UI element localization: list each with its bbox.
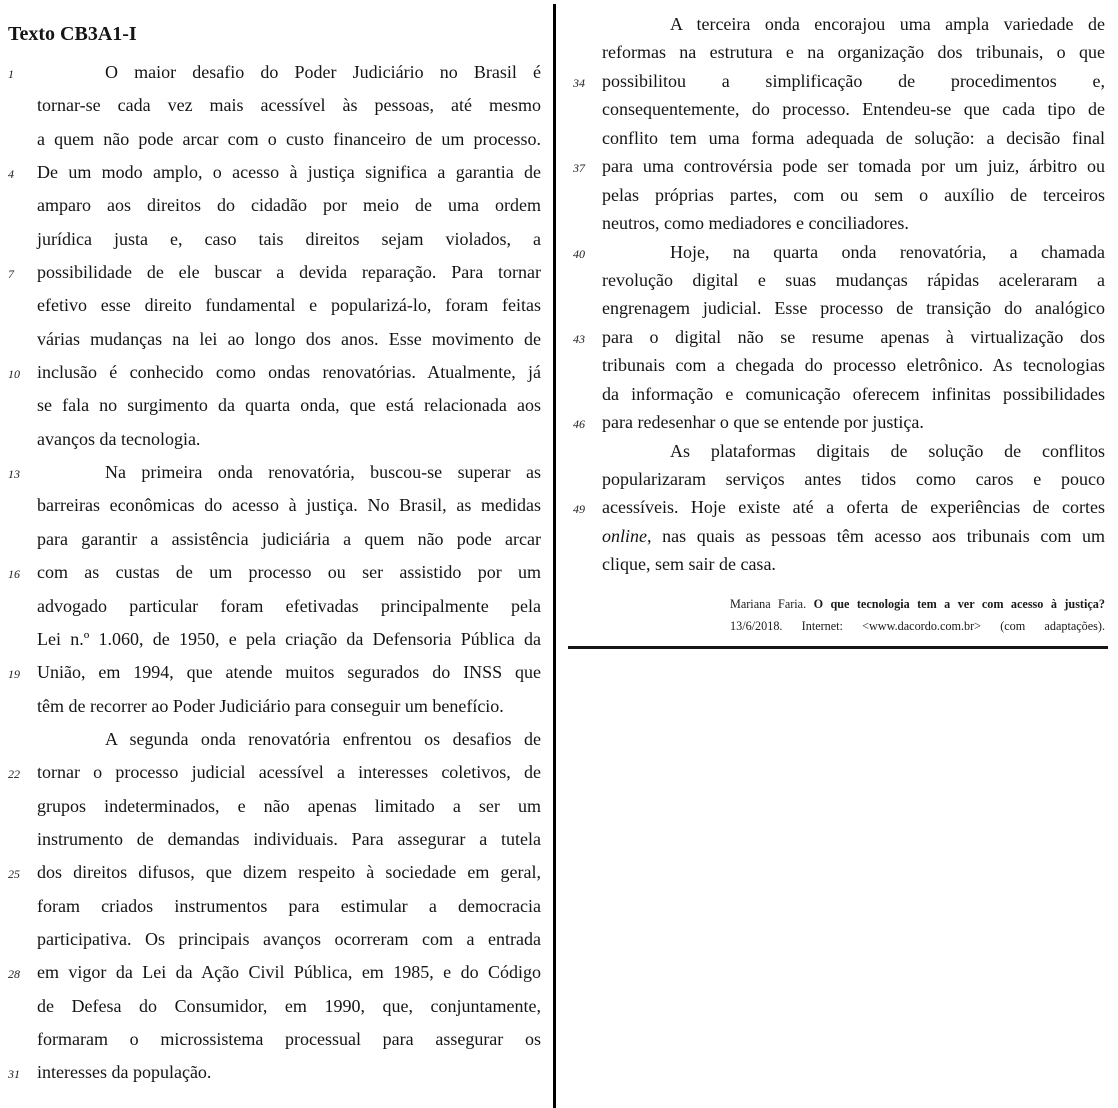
line-number: 25: [8, 867, 20, 882]
line-text: clique, sem sair de casa.: [602, 554, 776, 575]
line-text: revolução digital e suas mudanças rápidas aceleraram a: [602, 269, 1105, 290]
text-line: [8, 156, 541, 189]
line-text: engrenagem judicial. Esse processo de transição do analógico: [602, 298, 1105, 319]
line-text: reformas na estrutura e na organização dos tribunais, o que: [602, 42, 1105, 63]
text-line: [8, 1056, 541, 1089]
right-column: [573, 0, 1105, 637]
line-text: acessíveis. Hoje existe até a oferta de experiências de cortes: [602, 497, 1105, 518]
text-line: [8, 323, 541, 356]
line-text: da informação e comunicação oferecem infinitas possibilidades: [602, 383, 1105, 404]
text-line: [8, 256, 541, 289]
line-text: para o digital não se resume apenas à virtualização dos: [602, 326, 1105, 347]
line-text: inclusão é conhecido como ondas renovatórias. Atualmente, já: [37, 362, 541, 383]
text-line: [573, 465, 1105, 493]
line-text: de Defesa do Consumidor, em 1990, que, conjuntamente,: [37, 995, 541, 1016]
text-line: [8, 189, 541, 222]
line-text: [602, 522, 1105, 550]
text-line: [8, 723, 541, 756]
text-line: [573, 124, 1105, 152]
text-line: [8, 790, 541, 823]
line-text: amparo aos direitos do cidadão por meio de uma ordem: [37, 195, 541, 216]
text-line: [573, 181, 1105, 209]
column-divider: [553, 4, 556, 1108]
text-line: [8, 89, 541, 122]
left-column: [8, 0, 541, 1090]
text-line: [8, 656, 541, 689]
text-line: [573, 10, 1105, 38]
line-number: 1: [8, 67, 14, 81]
line-text: consequentemente, do processo. Entendeu-se que cada tipo de: [602, 99, 1105, 120]
attribution-line: [730, 615, 1105, 637]
text-line: [573, 408, 1105, 436]
text-segment: 13/6/2018. Internet: <www.dacordo.com.br> (com adaptações).: [730, 618, 1105, 633]
line-text: possibilidade de ele buscar a devida reparação. Para tornar: [37, 262, 541, 283]
line-text: A segunda onda renovatória enfrentou os desafios de: [105, 728, 541, 749]
line-text: avanços da tecnologia.: [37, 428, 201, 449]
line-text: efetivo esse direito fundamental e popularizá-lo, foram feitas: [37, 295, 541, 316]
line-number: 34: [573, 75, 585, 90]
line-text: O maior desafio do Poder Judiciário no Brasil é: [105, 62, 541, 82]
line-number: 31: [8, 1067, 20, 1082]
line-text: De um modo amplo, o acesso à justiça significa a garantia de: [37, 162, 541, 183]
document-heading: Texto CB3A1-I: [8, 23, 137, 45]
right-column-lines: [573, 0, 1105, 579]
line-text: para uma controvérsia pode ser tomada por um juiz, árbitro ou: [602, 156, 1105, 177]
text-line: [8, 623, 541, 656]
line-text: têm de recorrer ao Poder Judiciário para conseguir um benefício.: [37, 695, 504, 716]
text-segment: , nas quais as pessoas têm acesso aos tribunais com um: [647, 525, 1105, 546]
text-line: [8, 756, 541, 789]
line-text: para garantir a assistência judiciária a quem não pode arcar: [37, 528, 541, 549]
footer-rule: [568, 646, 1108, 649]
text-line: [573, 550, 1105, 578]
line-number: 4: [8, 167, 14, 182]
line-number: 28: [8, 967, 20, 982]
line-number: 40: [573, 246, 585, 261]
text-line: [573, 522, 1105, 550]
line-text: conflito tem uma forma adequada de solução: a decisão final: [602, 127, 1105, 148]
text-line: [8, 823, 541, 856]
text-line: [573, 323, 1105, 351]
line-number: 7: [8, 267, 14, 282]
line-text: tornar o processo judicial acessível a interesses coletivos, de: [37, 762, 541, 783]
text-line: [8, 356, 541, 389]
text-line: [8, 489, 541, 522]
text-line: [573, 437, 1105, 465]
line-text: jurídica justa e, caso tais direitos sejam violados, a: [37, 228, 541, 249]
line-text: em vigor da Lei da Ação Civil Pública, em 1985, e do Código: [37, 962, 541, 983]
line-text: tornar-se cada vez mais acessível às pessoas, até mesmo: [37, 95, 541, 116]
line-text: se fala no surgimento da quarta onda, que está relacionada aos: [37, 395, 541, 416]
line-number: 37: [573, 161, 585, 176]
text-line: [8, 556, 541, 589]
line-text: formaram o microssistema processual para assegurar os: [37, 1028, 541, 1049]
text-line: [573, 152, 1105, 180]
text-line: [573, 95, 1105, 123]
line-text: grupos indeterminados, e não apenas limitado a ser um: [37, 795, 541, 816]
text-line: [573, 351, 1105, 379]
attribution-line: [730, 593, 1105, 615]
text-line: [573, 209, 1105, 237]
line-text: participativa. Os principais avanços ocorreram com a entrada: [37, 928, 541, 949]
text-line: [573, 38, 1105, 66]
line-text: Hoje, na quarta onda renovatória, a chamada: [670, 241, 1105, 262]
text-line: [8, 856, 541, 889]
text-line: [8, 923, 541, 956]
text-line: [8, 389, 541, 422]
text-line: [573, 380, 1105, 408]
text-line: [8, 1023, 541, 1056]
line-number: 49: [573, 502, 585, 517]
line-number: 19: [8, 667, 20, 682]
left-column-lines: [8, 56, 541, 1090]
text-segment: Mariana Faria.: [730, 596, 814, 611]
line-text: advogado particular foram efetivadas principalmente pela: [37, 595, 541, 616]
text-line: [8, 590, 541, 623]
line-text: neutros, como mediadores e conciliadores.: [602, 213, 909, 234]
text-line: [8, 456, 541, 489]
line-text: interesses da população.: [37, 1062, 212, 1083]
line-text: popularizaram serviços antes tidos como caros e pouco: [602, 469, 1105, 489]
line-text: A terceira onda encorajou uma ampla variedade de: [670, 14, 1105, 34]
text-line: [8, 56, 541, 89]
text-line: [8, 123, 541, 156]
line-number: 16: [8, 567, 20, 582]
attribution: [730, 593, 1105, 637]
line-text: dos direitos difusos, que dizem respeito à sociedade em geral,: [37, 862, 541, 883]
text-line: [8, 890, 541, 923]
text-line: [8, 523, 541, 556]
line-number: 22: [8, 767, 20, 782]
text-line: [573, 67, 1105, 95]
line-number: 10: [8, 367, 20, 382]
line-number: 46: [573, 417, 585, 432]
text-line: [8, 223, 541, 256]
line-text: Lei n.º 1.060, de 1950, e pela criação da Defensoria Pública da: [37, 628, 541, 649]
line-text: possibilitou a simplificação de procedimentos e,: [602, 70, 1105, 91]
text-line: [573, 266, 1105, 294]
text-line: [573, 493, 1105, 521]
line-text: a quem não pode arcar com o custo financeiro de um processo.: [37, 128, 541, 149]
text-line: [8, 990, 541, 1023]
text-line: [8, 690, 541, 723]
line-text: para redesenhar o que se entende por justiça.: [602, 412, 924, 433]
line-text: com as custas de um processo ou ser assistido por um: [37, 562, 541, 583]
line-text: As plataformas digitais de solução de conflitos: [670, 440, 1105, 461]
line-text: barreiras econômicas do acesso à justiça. No Brasil, as medidas: [37, 495, 541, 516]
text-line: [8, 423, 541, 456]
text-segment: online: [602, 525, 647, 546]
line-text: tribunais com a chegada do processo eletrônico. As tecnologias: [602, 355, 1105, 376]
text-line: [8, 289, 541, 322]
text-segment: O que tecnologia tem a ver com acesso à justiça?: [813, 596, 1105, 611]
text-line: [8, 956, 541, 989]
line-text: pelas próprias partes, com ou sem o auxílio de terceiros: [602, 184, 1105, 205]
line-number: 43: [573, 331, 585, 346]
line-text: União, em 1994, que atende muitos segurados do INSS que: [37, 662, 541, 683]
line-text: instrumento de demandas individuais. Para assegurar a tutela: [37, 828, 541, 849]
line-number: 13: [8, 467, 20, 482]
line-text: várias mudanças na lei ao longo dos anos. Esse movimento de: [37, 328, 541, 349]
text-line: [573, 294, 1105, 322]
text-line: [573, 238, 1105, 266]
line-text: Na primeira onda renovatória, buscou-se superar as: [105, 462, 541, 483]
line-text: foram criados instrumentos para estimular a democracia: [37, 895, 541, 916]
